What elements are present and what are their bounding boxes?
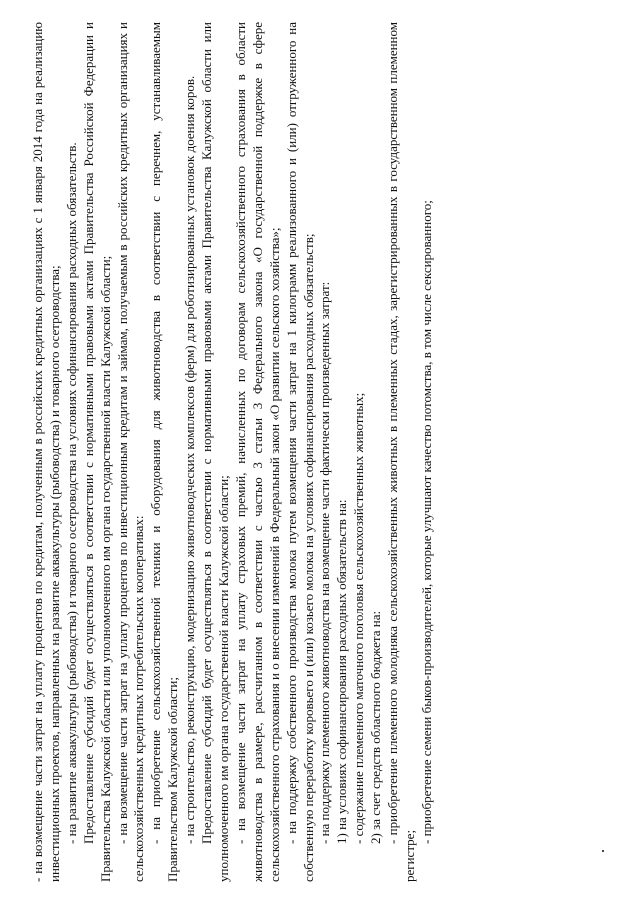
- paragraph: - на развитие аквакультуры (рыбоводства) и товарного осетроводства на условиях софинансирования расходных обязательств.: [63, 142, 79, 844]
- paragraph: - на приобретение сельскохозяйственной техники и оборудования для животноводства в соответствии с перечнем, устанавливаемым Правительством Калужской области;: [148, 22, 181, 882]
- paragraph: 2) за счет средств областного бюджета на:: [368, 610, 384, 844]
- paragraph: 1) на условиях софинансирования расходных обязательств на:: [334, 499, 350, 844]
- scan-speck: [602, 850, 604, 852]
- paragraph: Предоставление субсидий будет осуществляться в соответствии с нормативными правовыми актами Правительства Калужской области или уполномоченного им органа государственной власти Калужской области;: [199, 22, 231, 882]
- paragraph: - приобретение племенного молодняка сельскохозяйственных животных в племенных стадах, зарегистрированных в государственном племенном регистре;: [385, 22, 417, 882]
- paragraph: Предоставление субсидий будет осуществляться в соответствии с нормативными правовыми актами Правительства Российской Федерации и Правительства Калужской области или уполномоченного им органа государственной власти Калужской области;: [80, 22, 113, 882]
- paragraph: - на поддержку собственного производства молока путем возмещения части затрат на 1 килограмм реализованного и (или) отгруженного на собственную переработку коровьего и (или) козьего молока на условиях софинансирования расходных обязательств;: [283, 22, 316, 882]
- paragraph: - на возмещение части затрат на уплату страховых премий, начисленных по договорам сельскохозяйственного страхования в области животноводства в размере, рассчитанном в соответствии с частью 3 статьи 3 Федерального закона «О государственной поддержке в сфере сельскохозяйственного страхования и о внесении изменений в Федеральный закон «О развитии сельского хозяйства»;: [232, 22, 282, 882]
- paragraph: - на строительство, реконструкцию, модернизацию животноводческих комплексов (ферм) для роботизированных установок доения коров.: [182, 75, 198, 844]
- paragraph: - содержание племенного маточного поголовья сельскохозяйственных животных;: [351, 392, 367, 844]
- paragraph: - на поддержку племенного животноводства на возмещение части фактически произведенных затрат:: [317, 281, 333, 844]
- paragraph: - на возмещение части затрат на уплату процентов по инвестиционным кредитам и займам, получаемым в российских кредитных организациях и сельскохозяйственных кредитных потребительских кооперативах:: [114, 22, 147, 882]
- paragraph: - на возмещение части затрат на уплату процентов по кредитам, полученным в российских кредитных организациях с 1 января 2014 года на реализацию инвестиционных проектов, направленных на развитие аквакультуры (рыбоводства) и товарного осетроводства;: [30, 22, 62, 882]
- rotated-text-block: [30, 22, 615, 882]
- paragraph: - приобретение семени быков-производителей, которые улучшают качество потомства, в том числе сексированного;: [418, 200, 434, 844]
